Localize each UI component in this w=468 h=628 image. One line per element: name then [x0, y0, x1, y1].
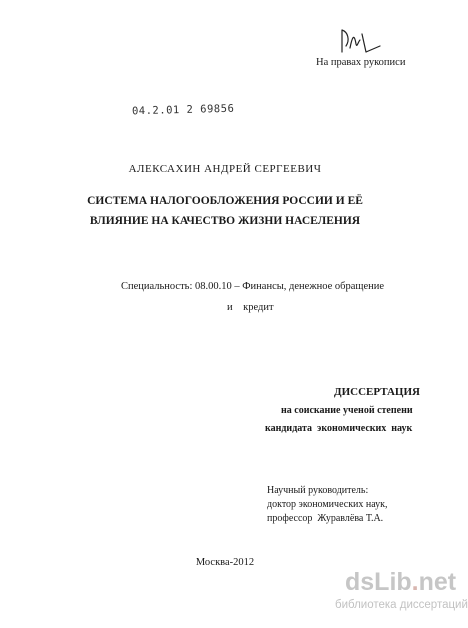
watermark-logo-part2: net [418, 568, 457, 596]
dissertation-heading: ДИССЕРТАЦИЯ [334, 386, 420, 398]
handwritten-signature [336, 22, 384, 58]
watermark-subtitle: библиотека диссертаций [335, 599, 468, 611]
dslib-watermark [335, 568, 468, 622]
specialty-line-2: и кредит [227, 302, 274, 313]
author-name: АЛЕКСАХИН АНДРЕЙ СЕРГЕЕВИЧ [128, 163, 322, 175]
supervisor-degree: доктор экономических наук, [267, 499, 388, 510]
specialty-line-1: Специальность: 08.00.10 – Финансы, денежное обращение [121, 281, 385, 292]
archive-stamp: 04.2.01 2 69856 [131, 102, 235, 118]
degree-line-2: кандидата экономических наук [265, 423, 413, 434]
supervisor-label: Научный руководитель: [267, 485, 369, 496]
thesis-title-line-2: ВЛИЯНИЕ НА КАЧЕСТВО ЖИЗНИ НАСЕЛЕНИЯ [89, 215, 361, 227]
supervisor-name: профессор Журавлёва Т.А. [267, 513, 384, 524]
rights-note: На правах рукописи [316, 57, 406, 68]
watermark-logo [345, 568, 456, 597]
watermark-logo-dot: . [411, 568, 419, 596]
degree-line-1: на соискание ученой степени [281, 405, 413, 416]
place-and-year: Москва-2012 [195, 557, 255, 568]
watermark-logo-part1: dsLib [345, 568, 412, 596]
thesis-title-line-1: СИСТЕМА НАЛОГООБЛОЖЕНИЯ РОССИИ И ЕЁ [87, 195, 363, 207]
